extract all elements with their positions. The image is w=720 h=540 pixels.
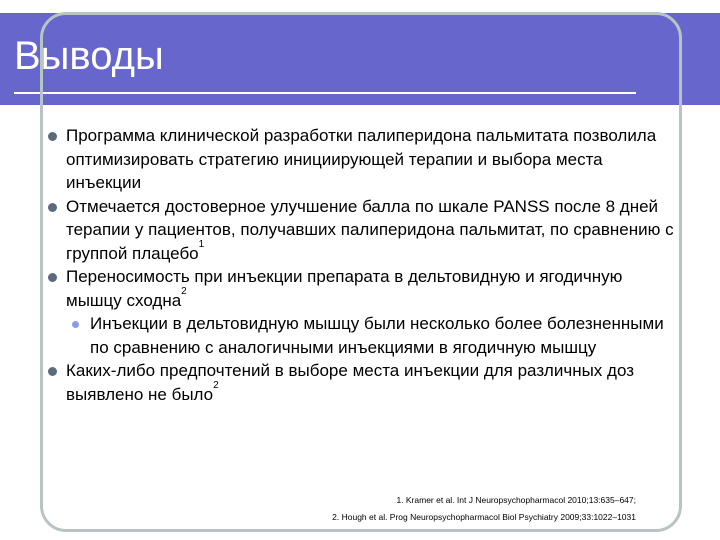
- bullet-text: Программа клинической разработки палиперидона пальмитата позволила оптимизировать стратегию инициирующей терапии и выбора места инъекции: [66, 126, 657, 192]
- footnote-marker: 2: [181, 285, 187, 297]
- bullet-text: Переносимость при инъекции препарата в дельтовидную и ягодичную мышцу сходна: [66, 267, 623, 310]
- bullet-text: Каких-либо предпочтений в выборе места инъекции для различных доз выявлено не было: [66, 361, 635, 404]
- bullet-dot-icon: [48, 203, 57, 212]
- bullet-item: [48, 265, 678, 312]
- bullet-text: Отмечается достоверное улучшение балла по шкале PANSS после 8 дней терапии у пациентов, получавших палиперидона пальмитат, по сравнению с группой плацебо: [66, 196, 674, 263]
- bullet-dot-icon: [48, 132, 57, 141]
- reference-item: 1. Kramer et al. Int J Neuropsychopharmacol 2010;13:635–647;: [396, 495, 636, 505]
- slide-title: Выводы: [14, 34, 164, 78]
- bullet-dot-icon: [48, 367, 57, 376]
- footnote-marker: 2: [213, 379, 219, 391]
- references: [332, 492, 636, 526]
- bullet-item: [48, 124, 678, 195]
- reference-item: 2. Hough et al. Prog Neuropsychopharmacol Biol Psychiatry 2009;33:1022–1031: [332, 512, 636, 522]
- footnote-marker: 1: [198, 238, 205, 250]
- bullet-dot-icon: [48, 273, 57, 282]
- bullet-item: [48, 195, 678, 266]
- sub-bullet-dot-icon: [72, 321, 79, 328]
- bullet-list: [48, 124, 678, 406]
- sub-bullet-text: Инъекции в дельтовидную мышцу были несколько более болезненными по сравнению с аналогичными инъекциями в ягодичную мышцу: [90, 314, 664, 357]
- sub-bullet-item: [48, 312, 678, 359]
- bullet-item: [48, 359, 678, 406]
